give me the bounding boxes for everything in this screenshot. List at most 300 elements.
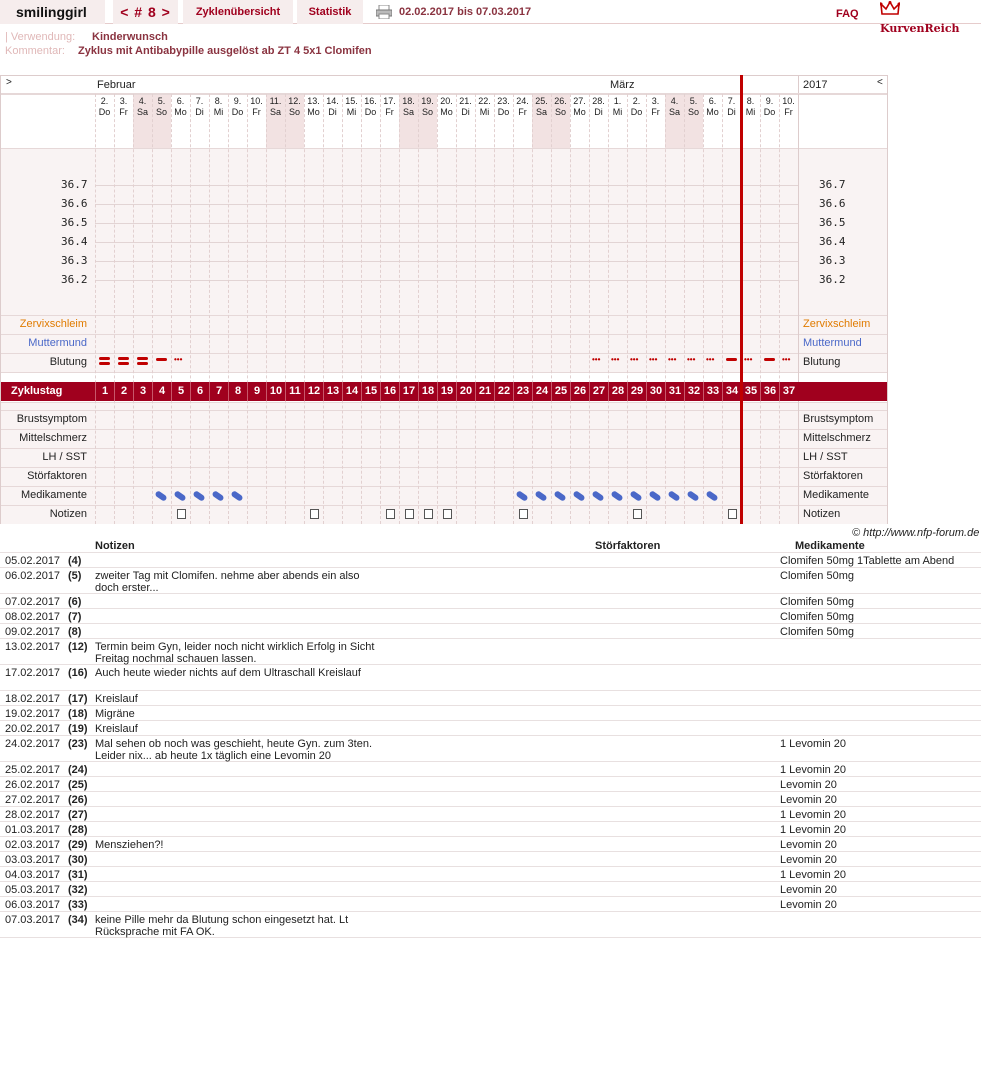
nav-prev[interactable]: >: [6, 77, 12, 88]
bleeding-mark: [137, 362, 148, 365]
temp-gridline: [95, 261, 798, 262]
cycle-day-number: 28: [608, 382, 627, 401]
date-day-number: 7.: [727, 96, 736, 106]
row-label-right-breast: Brustsymptom: [803, 413, 874, 425]
date-day-number: 4.: [138, 96, 147, 106]
log-row: [0, 553, 981, 568]
date-day-number: 2.: [100, 96, 109, 106]
top-bar: [0, 0, 981, 35]
date-weekday: Do: [231, 107, 244, 117]
log-row: [0, 568, 981, 594]
date-day-number: 6.: [708, 96, 717, 106]
cycle-day-number: 26: [570, 382, 589, 401]
log-row: [0, 594, 981, 609]
log-row: [0, 807, 981, 822]
date-day-number: 24.: [516, 96, 529, 106]
date-day-number: 12.: [288, 96, 301, 106]
v-line: [646, 94, 647, 524]
log-note: Termin beim Gyn, leider noch nicht wirklich Erfolg in Sicht Freitag nochmal schauen lassen.: [95, 641, 375, 665]
temp-label-right: 36.4: [819, 235, 846, 248]
date-day-number: 21.: [459, 96, 472, 106]
date-weekday: So: [155, 107, 167, 117]
date-weekday: Mo: [174, 107, 187, 117]
row-label-lh: LH / SST: [42, 451, 87, 463]
nav-next[interactable]: <: [877, 77, 883, 88]
date-weekday: Do: [630, 107, 643, 117]
v-line: [95, 94, 96, 524]
date-day-number: 23.: [497, 96, 510, 106]
cycle-day-number: 34: [722, 382, 741, 401]
date-weekday: Fr: [784, 107, 793, 117]
log-medication: Levomin 20: [780, 779, 837, 791]
log-row: [0, 867, 981, 882]
v-line: [437, 94, 438, 524]
log-note: zweiter Tag mit Clomifen. nehme aber abends ein also doch erster...: [95, 570, 360, 594]
log-cycle-day: (31): [68, 869, 88, 881]
log-note: Mal sehen ob noch was geschieht, heute Gyn. zum 3ten. Leider nix... ab heute 1x täglich eine Levomin 20: [95, 738, 372, 762]
date-day-number: 27.: [573, 96, 586, 106]
v-line: [513, 94, 514, 524]
log-note: Migräne: [95, 708, 135, 720]
date-day-number: 6.: [176, 96, 185, 106]
date-day-number: 20.: [440, 96, 453, 106]
spotting-mark: •••: [706, 355, 715, 364]
log-medication: Clomifen 50mg: [780, 611, 854, 623]
current-day-line: [740, 75, 743, 524]
log-cycle-day: (30): [68, 854, 88, 866]
v-line: [779, 94, 780, 524]
log-cycle-day: (26): [68, 794, 88, 806]
row-label-cervix: Zervixschleim: [19, 318, 87, 330]
date-day-number: 11.: [269, 96, 282, 106]
log-cycle-day: (6): [68, 596, 82, 608]
log-date: 06.03.2017: [5, 899, 61, 911]
faq-link[interactable]: FAQ: [836, 8, 859, 20]
month-label: März: [610, 79, 635, 91]
v-line: [247, 94, 248, 524]
log-cycle-day: (32): [68, 884, 88, 896]
date-weekday: Fr: [252, 107, 261, 117]
row-label-right-disturb: Störfaktoren: [803, 470, 863, 482]
v-line: [532, 94, 533, 524]
log-date: 07.02.2017: [5, 596, 61, 608]
v-line: [589, 94, 590, 524]
v-line: [228, 94, 229, 524]
temp-label-right: 36.6: [819, 197, 846, 210]
date-weekday: Do: [98, 107, 111, 117]
temp-label-left: 36.3: [61, 254, 88, 267]
comment-line: [5, 44, 372, 58]
date-day-number: 2.: [632, 96, 641, 106]
cycle-day-number: 27: [589, 382, 608, 401]
date-weekday: Sa: [535, 107, 547, 117]
v-line: [760, 94, 761, 524]
cycle-day-number: 15: [361, 382, 380, 401]
temp-label-left: 36.2: [61, 273, 88, 286]
log-row: [0, 792, 981, 807]
temp-label-right: 36.3: [819, 254, 846, 267]
date-weekday: Do: [763, 107, 776, 117]
date-weekday: Mo: [706, 107, 719, 117]
log-cycle-day: (16): [68, 667, 88, 679]
log-note: keine Pille mehr da Blutung schon eingesetzt hat. Lt Rücksprache mit FA OK.: [95, 914, 349, 938]
log-header-disturb: Störfaktoren: [595, 540, 661, 552]
cycle-day-number: 36: [760, 382, 779, 401]
v-line: [285, 94, 286, 524]
date-day-number: 9.: [765, 96, 774, 106]
note-icon[interactable]: [310, 509, 319, 519]
log-date: 06.02.2017: [5, 570, 61, 582]
bleeding-mark: [156, 358, 167, 361]
spotting-mark: •••: [687, 355, 696, 364]
date-weekday: Mi: [213, 107, 224, 117]
bleeding-mark: [99, 362, 110, 365]
temp-gridline: [95, 242, 798, 243]
cycle-day-number: 25: [551, 382, 570, 401]
date-weekday: Mo: [307, 107, 320, 117]
row-label-right-mumu: Muttermund: [803, 337, 862, 349]
row-label-right-midpain: Mittelschmerz: [803, 432, 871, 444]
spotting-mark: •••: [668, 355, 677, 364]
h-line: [1, 93, 887, 94]
log-cycle-day: (7): [68, 611, 82, 623]
cycle-day-number: 10: [266, 382, 285, 401]
v-line: [190, 94, 191, 524]
log-date: 08.02.2017: [5, 611, 61, 623]
log-medication: Clomifen 50mg: [780, 626, 854, 638]
date-day-number: 9.: [233, 96, 242, 106]
log-note: Mensziehen?!: [95, 839, 164, 851]
spotting-mark: •••: [782, 355, 791, 364]
v-line: [494, 94, 495, 524]
tab-cycle-overview[interactable]: Zyklenübersicht: [183, 0, 293, 24]
cycle-day-number: 1: [95, 382, 114, 401]
cycle-day-number: 14: [342, 382, 361, 401]
log-date: 24.02.2017: [5, 738, 61, 750]
brand-logo[interactable]: [880, 1, 981, 35]
log-cycle-day: (5): [68, 570, 82, 582]
v-line: [418, 94, 419, 524]
log-date: 02.03.2017: [5, 839, 61, 851]
v-line: [665, 94, 666, 524]
log-medication: 1 Levomin 20: [780, 824, 847, 836]
cycle-day-number: 24: [532, 382, 551, 401]
log-row: [0, 706, 981, 721]
date-day-number: 8.: [214, 96, 223, 106]
log-medication: 1 Levomin 20: [780, 869, 847, 881]
log-cycle-day: (24): [68, 764, 88, 776]
log-row: [0, 777, 981, 792]
cycle-day-number: 22: [494, 382, 513, 401]
log-date: 13.02.2017: [5, 641, 61, 653]
date-day-number: 16.: [364, 96, 377, 106]
note-icon[interactable]: [519, 509, 528, 519]
temp-gridline: [95, 185, 798, 186]
spotting-mark: •••: [630, 355, 639, 364]
usage-line: [5, 30, 168, 44]
temp-label-left: 36.5: [61, 216, 88, 229]
v-line: [570, 94, 571, 524]
spotting-mark: •••: [174, 355, 183, 364]
row-label-mumu: Muttermund: [28, 337, 87, 349]
date-day-number: 14.: [326, 96, 339, 106]
log-row: [0, 721, 981, 736]
log-row: [0, 897, 981, 912]
row-label-bleeding: Blutung: [49, 356, 87, 368]
date-day-number: 19.: [421, 96, 434, 106]
log-date: 27.02.2017: [5, 794, 61, 806]
temp-label-right: 36.7: [819, 178, 846, 191]
v-line: [456, 94, 457, 524]
log-row: [0, 691, 981, 706]
log-medication: Levomin 20: [780, 899, 837, 911]
cycle-day-number: 35: [741, 382, 760, 401]
log-cycle-day: (12): [68, 641, 88, 653]
date-day-number: 3.: [651, 96, 660, 106]
row-label-notes: Notizen: [49, 508, 87, 520]
log-medication: Clomifen 50mg: [780, 596, 854, 608]
cycle-day-number: 2: [114, 382, 133, 401]
date-day-number: 5.: [689, 96, 698, 106]
row-label-meds: Medikamente: [20, 489, 87, 501]
note-icon[interactable]: [405, 509, 414, 519]
v-line: [323, 94, 324, 524]
log-medication: Levomin 20: [780, 854, 837, 866]
log-date: 28.02.2017: [5, 809, 61, 821]
date-day-number: 22.: [478, 96, 491, 106]
log-cycle-day: (34): [68, 914, 88, 926]
v-line: [608, 94, 609, 524]
cycle-day-number: 7: [209, 382, 228, 401]
log-header-divider: [0, 552, 981, 553]
date-weekday: Di: [727, 107, 736, 117]
log-cycle-day: (8): [68, 626, 82, 638]
date-weekday: Mi: [612, 107, 623, 117]
comment-value: Zyklus mit Antibabypille ausgelöst ab ZT 4 5x1 Clomifen: [78, 45, 372, 57]
tab-statistics[interactable]: Statistik: [297, 0, 363, 24]
usage-value: Kinderwunsch: [92, 31, 168, 43]
cycle-day-number: 17: [399, 382, 418, 401]
log-date: 01.03.2017: [5, 824, 61, 836]
year-label: 2017: [803, 79, 828, 91]
cycle-day-number: 8: [228, 382, 247, 401]
log-row: [0, 665, 981, 691]
log-medication: Levomin 20: [780, 794, 837, 806]
log-note: Auch heute wieder nichts auf dem Ultraschall Kreislauf: [95, 667, 361, 679]
v-line: [380, 94, 381, 524]
row-label-disturb: Störfaktoren: [27, 470, 87, 482]
log-cycle-day: (28): [68, 824, 88, 836]
date-weekday: Fr: [385, 107, 394, 117]
note-icon[interactable]: [424, 509, 433, 519]
temp-label-left: 36.6: [61, 197, 88, 210]
v-line: [342, 94, 343, 524]
log-row: [0, 639, 981, 665]
date-weekday: So: [288, 107, 300, 117]
cycle-day-number: 4: [152, 382, 171, 401]
spotting-mark: •••: [611, 355, 620, 364]
log-medication: 1 Levomin 20: [780, 738, 847, 750]
brand-name: KurvenReich: [880, 22, 960, 35]
log-medication: Levomin 20: [780, 839, 837, 851]
log-date: 25.02.2017: [5, 764, 61, 776]
date-weekday: So: [687, 107, 699, 117]
date-day-number: 28.: [592, 96, 605, 106]
log-row: [0, 912, 981, 938]
bleeding-mark: [726, 358, 737, 361]
date-day-number: 13.: [307, 96, 320, 106]
log-medication: 1 Levomin 20: [780, 764, 847, 776]
v-line: [703, 94, 704, 524]
log-row: [0, 882, 981, 897]
temp-label-left: 36.4: [61, 235, 88, 248]
log-row: [0, 762, 981, 777]
row-label-right-lh: LH / SST: [803, 451, 848, 463]
cycle-day-number: 9: [247, 382, 266, 401]
spotting-mark: •••: [744, 355, 753, 364]
row-label-right-cervix: Zervixschleim: [803, 318, 871, 330]
v-line: [684, 94, 685, 524]
log-medication: Clomifen 50mg 1Tablette am Abend: [780, 555, 955, 567]
date-weekday: Sa: [668, 107, 680, 117]
log-medication: Levomin 20: [780, 884, 837, 896]
note-icon[interactable]: [386, 509, 395, 519]
date-weekday: Sa: [269, 107, 281, 117]
log-date: 26.02.2017: [5, 779, 61, 791]
v-line: [722, 94, 723, 524]
cycle-day-number: 12: [304, 382, 323, 401]
v-line: [551, 94, 552, 524]
date-weekday: Fr: [651, 107, 660, 117]
date-day-number: 1.: [613, 96, 622, 106]
log-date: 05.02.2017: [5, 555, 61, 567]
cycle-chart: [0, 75, 888, 524]
cycle-day-number: 13: [323, 382, 342, 401]
row-label-midpain: Mittelschmerz: [19, 432, 87, 444]
date-day-number: 25.: [535, 96, 548, 106]
cycle-day-number: 20: [456, 382, 475, 401]
date-weekday: Di: [328, 107, 337, 117]
cycle-day-number: 19: [437, 382, 456, 401]
date-weekday: Di: [195, 107, 204, 117]
date-weekday: Mo: [440, 107, 453, 117]
v-line: [361, 94, 362, 524]
cycle-day-number: 32: [684, 382, 703, 401]
log-row: [0, 822, 981, 837]
date-weekday: Di: [461, 107, 470, 117]
date-weekday: So: [554, 107, 566, 117]
date-weekday: Fr: [518, 107, 527, 117]
date-day-number: 18.: [402, 96, 415, 106]
log-date: 03.03.2017: [5, 854, 61, 866]
temp-label-right: 36.2: [819, 273, 846, 286]
bleeding-mark: [118, 357, 129, 360]
note-icon[interactable]: [443, 509, 452, 519]
note-icon[interactable]: [728, 509, 737, 519]
log-date: 20.02.2017: [5, 723, 61, 735]
log-row: [0, 736, 981, 762]
log-date: 18.02.2017: [5, 693, 61, 705]
v-line: [114, 94, 115, 524]
date-day-number: 3.: [119, 96, 128, 106]
crown-icon: [880, 1, 900, 17]
v-line: [152, 94, 153, 524]
log-cycle-day: (33): [68, 899, 88, 911]
log-date: 09.02.2017: [5, 626, 61, 638]
cycle-navigator[interactable]: < # 8 >: [113, 0, 178, 24]
comment-label: Kommentar:: [5, 45, 65, 57]
cycle-day-number: 11: [285, 382, 304, 401]
username: smilinggirl: [0, 0, 105, 24]
log-note: Kreislauf: [95, 693, 138, 705]
temp-gridline: [95, 280, 798, 281]
log-cycle-day: (18): [68, 708, 88, 720]
cycle-day-number: 37: [779, 382, 798, 401]
cycle-day-label: Zyklustag: [11, 385, 63, 397]
date-day-number: 17.: [383, 96, 396, 106]
log-row: [0, 624, 981, 639]
date-weekday: Di: [594, 107, 603, 117]
log-date: 19.02.2017: [5, 708, 61, 720]
log-cycle-day: (4): [68, 555, 82, 567]
cycle-day-number: 5: [171, 382, 190, 401]
row-label-right-meds: Medikamente: [803, 489, 870, 501]
month-label: Februar: [97, 79, 136, 91]
log-medication: Clomifen 50mg: [780, 570, 854, 582]
note-icon[interactable]: [633, 509, 642, 519]
log-date: 17.02.2017: [5, 667, 61, 679]
log-row: [0, 609, 981, 624]
date-weekday: Do: [497, 107, 510, 117]
date-weekday: Mi: [479, 107, 490, 117]
bleeding-mark: [118, 362, 129, 365]
print-icon[interactable]: [376, 5, 392, 19]
bleeding-mark: [137, 357, 148, 360]
date-weekday: Mo: [573, 107, 586, 117]
v-line: [627, 94, 628, 524]
date-day-number: 10.: [250, 96, 263, 106]
copyright: © http://www.nfp-forum.de: [852, 527, 980, 539]
log-header-meds: Medikamente: [795, 540, 865, 552]
date-weekday: Sa: [402, 107, 414, 117]
date-weekday: So: [421, 107, 433, 117]
date-weekday: Mi: [745, 107, 756, 117]
log-cycle-day: (25): [68, 779, 88, 791]
temp-label-right: 36.5: [819, 216, 846, 229]
date-day-number: 5.: [157, 96, 166, 106]
cycle-day-number: 31: [665, 382, 684, 401]
log-date: 07.03.2017: [5, 914, 61, 926]
v-line: [304, 94, 305, 524]
log-cycle-day: (27): [68, 809, 88, 821]
row-label-right-notes: Notizen: [803, 508, 841, 520]
v-line: [209, 94, 210, 524]
temp-gridline: [95, 223, 798, 224]
spotting-mark: •••: [649, 355, 658, 364]
cycle-day-number: 18: [418, 382, 437, 401]
log-note: Kreislauf: [95, 723, 138, 735]
log-cycle-day: (17): [68, 693, 88, 705]
v-line: [266, 94, 267, 524]
log-header-notes: Notizen: [95, 540, 135, 552]
v-line: [171, 94, 172, 524]
temp-gridline: [95, 204, 798, 205]
note-icon[interactable]: [177, 509, 186, 519]
cycle-day-number: 30: [646, 382, 665, 401]
date-day-number: 4.: [670, 96, 679, 106]
date-day-number: 26.: [554, 96, 567, 106]
date-weekday: Mi: [346, 107, 357, 117]
